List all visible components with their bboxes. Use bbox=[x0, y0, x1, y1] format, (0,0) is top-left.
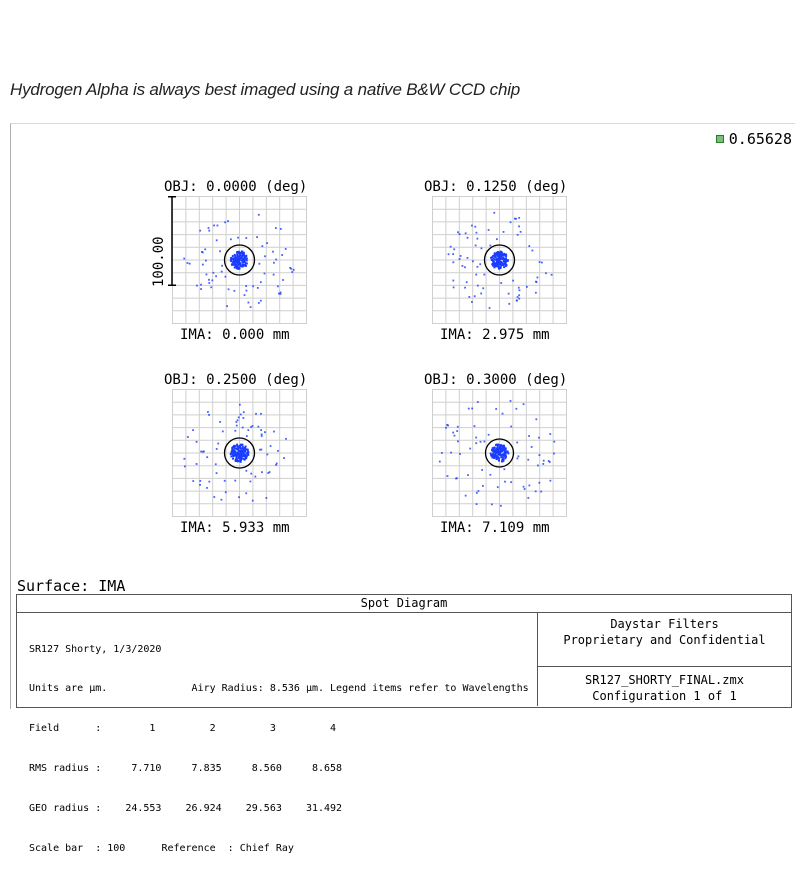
obj-label-3: OBJ: 0.2500 (deg) bbox=[164, 372, 308, 388]
file-name: SR127_SHORTY_FINAL.zmx bbox=[585, 673, 744, 687]
image-caption: Hydrogen Alpha is always best imaged using a native B&W CCD chip bbox=[10, 80, 521, 99]
company-name: Daystar Filters bbox=[610, 617, 719, 631]
obj-label-4: OBJ: 0.3000 (deg) bbox=[424, 372, 568, 388]
surface-label: Surface: IMA bbox=[17, 577, 126, 595]
scale-bar-label: 100.00 bbox=[151, 236, 167, 287]
info-line: Units are µm. Airy Radius: 8.536 µm. Legend items refer to Wavelengths bbox=[29, 683, 529, 695]
ima-label-4: IMA: 7.109 mm bbox=[440, 520, 550, 536]
info-text bbox=[29, 616, 529, 882]
box-title: Spot Diagram bbox=[17, 595, 791, 613]
info-line: SR127 Shorty, 1/3/2020 bbox=[29, 643, 162, 655]
configuration-label: Configuration 1 of 1 bbox=[592, 689, 737, 703]
ima-label-1: IMA: 0.000 mm bbox=[180, 327, 290, 343]
confidential-note: Proprietary and Confidential bbox=[563, 633, 766, 647]
info-line: Scale bar : 100 Reference : Chief Ray bbox=[29, 843, 294, 855]
info-line: Field : 1 2 3 4 bbox=[29, 723, 337, 735]
company-block bbox=[538, 616, 791, 648]
wavelength-legend bbox=[716, 130, 792, 148]
info-line: GEO radius : 24.553 26.924 29.563 31.492 bbox=[29, 803, 343, 815]
scale-bar bbox=[168, 196, 176, 286]
info-box bbox=[16, 594, 792, 855]
spot-plot-4 bbox=[432, 389, 567, 517]
obj-label-1: OBJ: 0.0000 (deg) bbox=[164, 179, 308, 195]
ima-label-2: IMA: 2.975 mm bbox=[440, 327, 550, 343]
info-line: RMS radius : 7.710 7.835 8.560 8.658 bbox=[29, 763, 343, 775]
box-divider bbox=[537, 666, 791, 667]
legend-wavelength: 0.65628 bbox=[728, 130, 792, 148]
spot-plot-2 bbox=[432, 196, 567, 324]
spot-plot-3 bbox=[172, 389, 307, 517]
obj-label-2: OBJ: 0.1250 (deg) bbox=[424, 179, 568, 195]
spot-plot-1 bbox=[172, 196, 307, 324]
file-block bbox=[538, 672, 791, 704]
ima-label-3: IMA: 5.933 mm bbox=[180, 520, 290, 536]
legend-swatch-icon bbox=[716, 135, 724, 143]
